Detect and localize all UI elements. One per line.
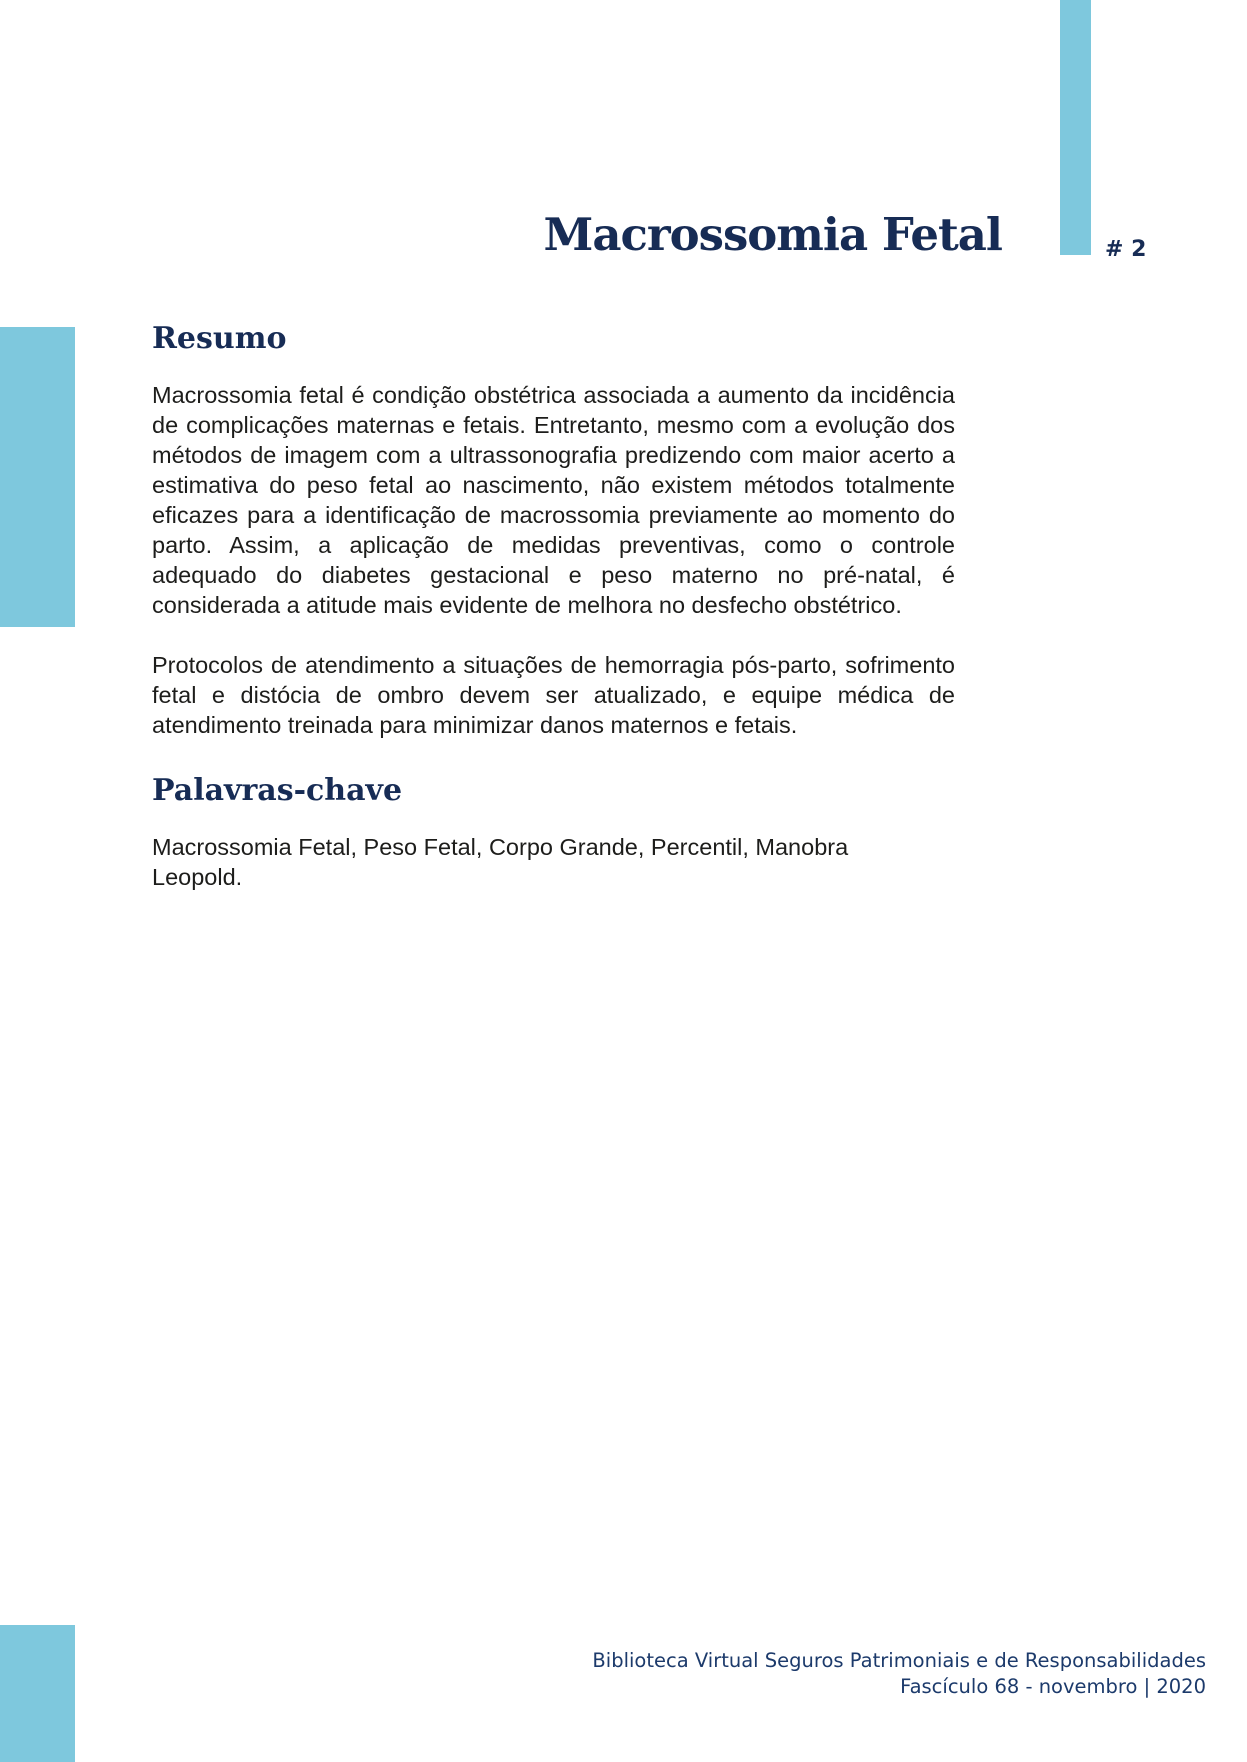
keywords-text: Macrossomia Fetal, Peso Fetal, Corpo Grande, Percentil, Manobra Leopold. [152, 834, 849, 890]
resumo-paragraph-2: Protocolos de atendimento a situações de hemorragia pós-parto, sofrimento fetal e distócia de ombro devem ser atualizado, e equipe médica de atendimento treinada para minimizar danos maternos e fetais. [152, 652, 955, 738]
left-accent-bar [0, 327, 75, 627]
footer [592, 1648, 1206, 1700]
resumo-heading: Resumo [152, 321, 287, 356]
page-title: Macrossomia Fetal [543, 208, 1002, 261]
top-right-accent-bar [1060, 0, 1091, 255]
footer-issue: Fascículo 68 - novembro | 2020 [900, 1675, 1206, 1698]
keywords-heading: Palavras-chave [152, 773, 403, 808]
resumo-paragraph-1: Macrossomia fetal é condição obstétrica associada a aumento da incidência de complicações maternas e fetais. Entretanto, mesmo com a evolução dos métodos de imagem com a ultrassonografia predizendo com maior acerto a estimativa do peso fetal ao nascimento, não existem métodos totalmente eficazes para a identificação de macrossomia previamente ao momento do parto. Assim, a aplicação de medidas preventivas, como o controle adequado do diabetes gestacional e peso materno no pré-natal, é considerada a atitude mais evidente de melhora no desfecho obstétrico. [152, 382, 955, 618]
footer-publication: Biblioteca Virtual Seguros Patrimoniais e de Responsabilidades [592, 1649, 1206, 1672]
page-number: # 2 [1105, 237, 1147, 262]
main-content [152, 318, 955, 892]
bottom-left-accent-bar [0, 1625, 75, 1762]
